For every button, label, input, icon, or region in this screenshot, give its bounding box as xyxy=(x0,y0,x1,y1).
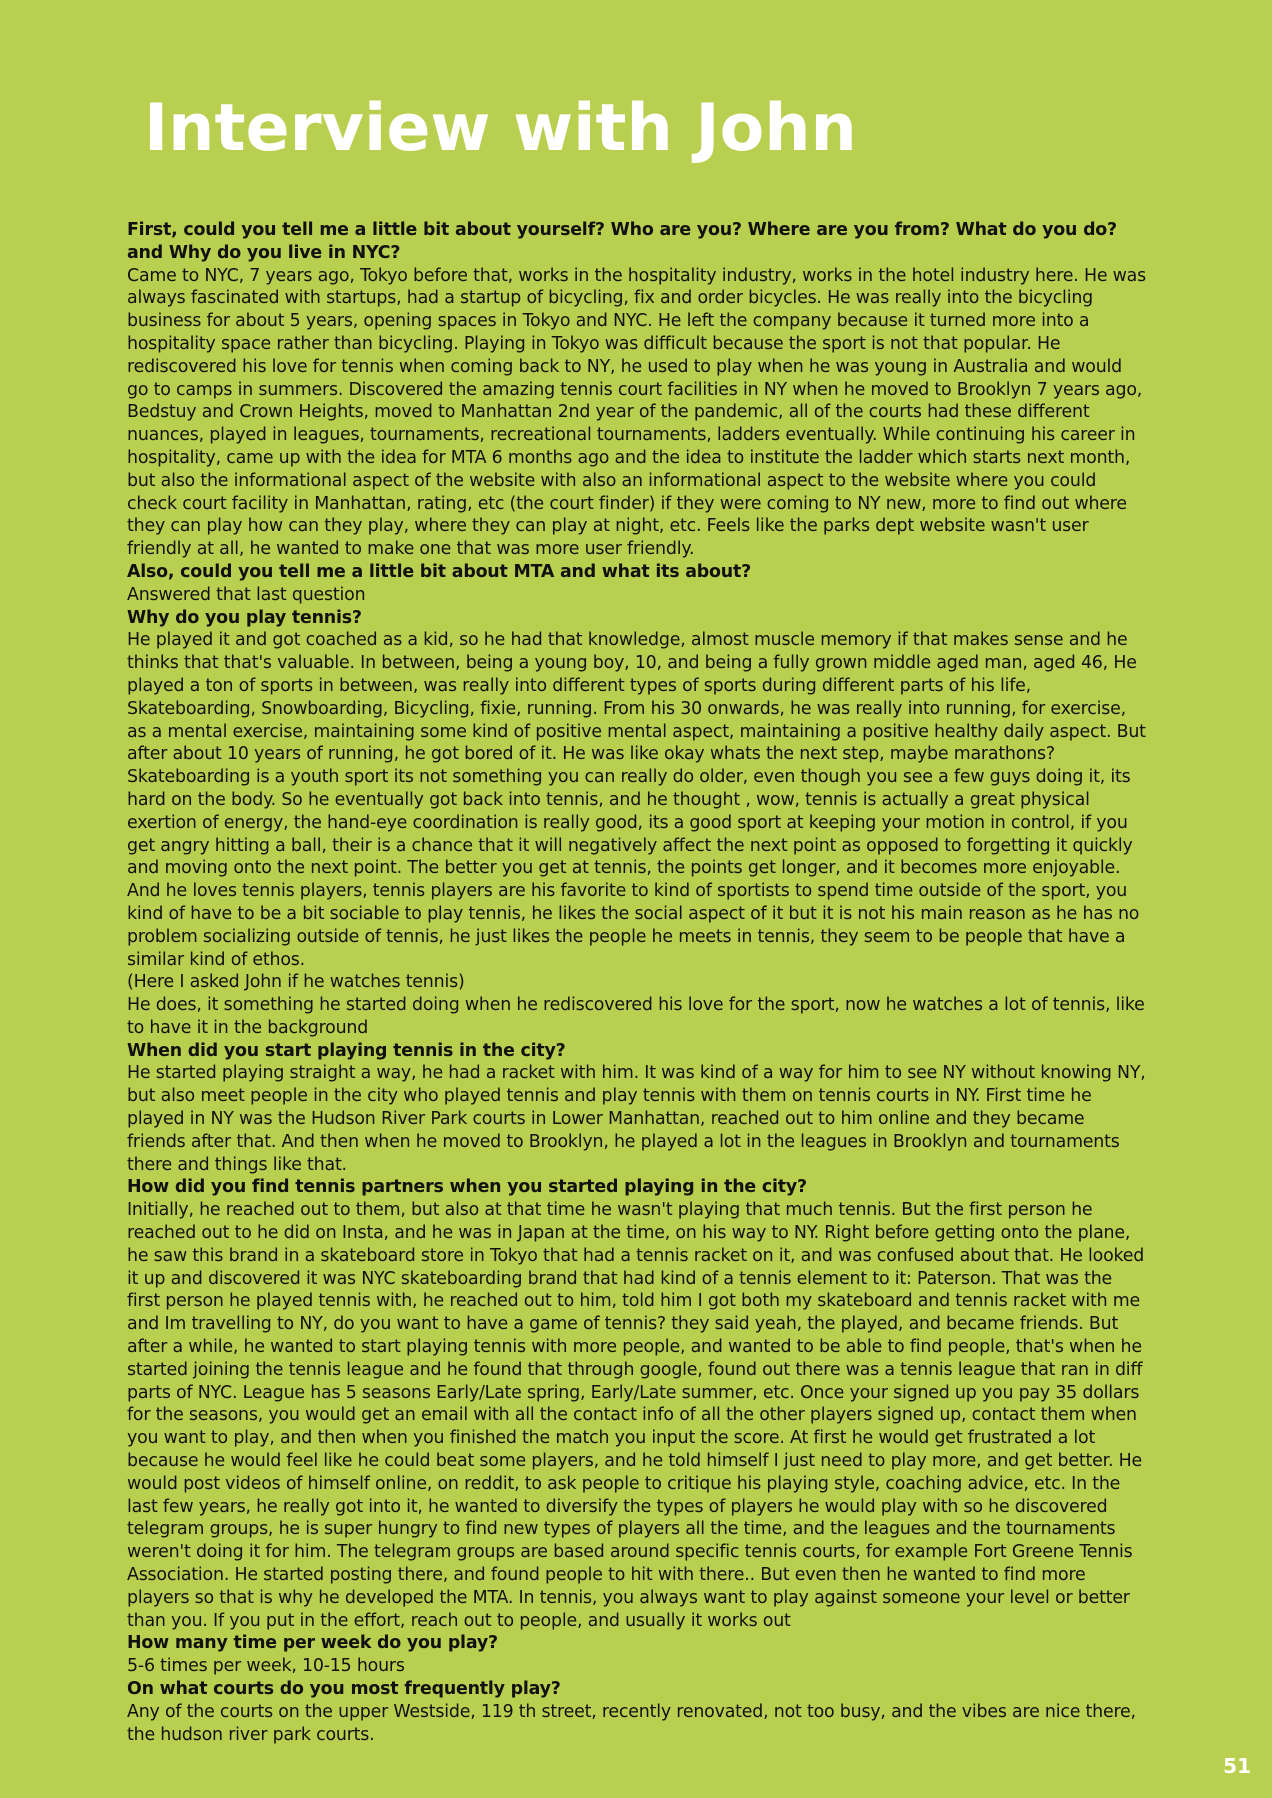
question-about-yourself: First, could you tell me a little bit about yourself? Who are you? Where are you from? What do you do? and Why do you live in NYC? xyxy=(127,220,1117,263)
page-title: Interview with John xyxy=(144,91,857,166)
answer-about-yourself: Came to NYC, 7 years ago, Tokyo before that, works in the hospitality industry, works in the hotel industry here. He was always fascinated with startups, had a startup of bicycling, fix and order bicycles. He was really into the bicycling business for about 5 years, opening spaces in Tokyo and NYC. He left the company because it turned more into a hospitality space rather than bicycling. Playing in Tokyo was difficult because the sport is not that popular. He rediscovered his love for tennis when coming back to NY, he used to play when he was young in Australia and would go to camps in summers. Discovered the amazing tennis court facilities in NY when he moved to Brooklyn 7 years ago, Bedstuy and Crown Heights, moved to Manhattan 2nd year of the pandemic, all of the courts had these different nuances, played in leagues, tournaments, recreational tournaments, ladders eventually. While continuing his career in hospitality, came up with the idea for MTA 6 months ago and the idea to institute the ladder which starts next month, but also the informational aspect of the website with also an informational aspect to the website where you could check court facility in Manhattan, rating, etc (the court finder) if they were coming to NY new, more to find out where they can play how can they play, where they can play at night, etc. Feels like the parks dept website wasn't user friendly at all, he wanted to make one that was more user friendly. xyxy=(127,265,1146,560)
question-times-per-week: How many time per week do you play? xyxy=(127,1633,498,1654)
interview-transcript xyxy=(127,219,1147,1746)
answer-times-per-week: 5-6 times per week, 10-15 hours xyxy=(127,1656,405,1677)
question-frequent-courts: On what courts do you most frequently play? xyxy=(127,1679,561,1699)
answer-start-playing-city: He started playing straight a way, he had a racket with him. It was kind of a way for him to see NY without knowing NY, but also meet people in the city who played tennis and play tennis with them on tennis courts in NY. First time he played in NY was the Hudson River Park courts in Lower Manhattan, reached out to him online and they became friends after that. And then when he moved to Brooklyn, he played a lot in the leagues in Brooklyn and tournaments there and things like that. xyxy=(127,1063,1146,1175)
question-start-playing-city: When did you start playing tennis in the city? xyxy=(127,1040,566,1061)
answer-why-tennis: He played it and got coached as a kid, so he had that knowledge, almost muscle memory if that makes sense and he thinks that that's valuable. In between, being a young boy, 10, and being a fully grown middle aged man, aged 46, He played a ton of sports in between, was really into different types of sports during different parts of his life, Skateboarding, Snowboarding, Bicycling, fixie, running. From his 30 onwards, he was really into running, for exercise, as a mental exercise, maintaining some kind of positive mental aspect, maintaining a positive healthy daily aspect. But after about 10 years of running, he got bored of it. He was like okay whats the next step, maybe marathons? Skateboarding is a youth sport its not something you can really do older, even though you see a few guys doing it, its hard on the body. So he eventually got back into tennis, and he thought , wow, tennis is actually a great physical exertion of energy, the hand-eye coordination is really good, its a good sport at keeping your motion in control, if you get angry hitting a ball, their is a chance that it will negatively affect the next point as opposed to forgetting it quickly and moving onto the next point. The better you get at tennis, the points get longer, and it becomes more enjoyable. And he loves tennis players, tennis players are his favorite to kind of sportists to spend time outside of the sport, you kind of have to be a bit sociable to play tennis, he likes the social aspect of it but it is not his main reason as he has no problem socializing outside of tennis, he just likes the people he meets in tennis, they seem to be people that have a similar kind of ethos. xyxy=(127,630,1146,970)
answer-watches-tennis: He does, it something he started doing when he rediscovered his love for the sport, now he watches a lot of tennis, like to have it in the background xyxy=(127,995,1145,1038)
interviewer-note: (Here I asked John if he watches tennis) xyxy=(127,972,465,993)
page-number: 51 xyxy=(1223,1754,1251,1778)
question-why-tennis: Why do you play tennis? xyxy=(127,607,362,628)
answer-finding-partners: Initially, he reached out to them, but also at that time he wasn't playing that much tennis. But the first person he reached out to he did on Insta, and he was in Japan at the time, on his way to NY. Right before getting onto the plane, he saw this brand in a skateboard store in Tokyo that had a tennis racket on it, and was confused about that. He looked it up and discovered it was NYC skateboarding brand that had kind of a tennis element to it: Paterson. That was the first person he played tennis with, he reached out to him, told him I got both my skateboard and tennis racket with me and Im travelling to NY, do you want to have a game of tennis? they said yeah, the played, and became friends. But after a while, he wanted to start playing tennis with more people, and wanted to be able to find people, that's when he started joining the tennis league and he found that through google, found out there was a tennis league that ran in diff parts of NYC. League has 5 seasons Early/Late spring, Early/Late summer, etc. Once your signed up you pay 35 dollars for the seasons, you would get an email with all the contact info of all the other players signed up, contact them when you want to play, and then when you finished the match you input the score. At first he would get frustrated a lot because he would feel like he could beat some players, and he told himself I just need to play more, and get better. He would post videos of himself online, on reddit, to ask people to critique his playing style, coaching advice, etc. In the last few years, he really got into it, he wanted to diversify the types of players he would play with so he discovered telegram groups, he is super hungry to find new types of players all the time, and the leagues and the tournaments weren't doing it for him. The telegram groups are based around specific tennis courts, for example Fort Greene Tennis Association. He started posting there, and found people to hit with there.. But even then he wanted to find more players so that is why he developed the MTA. In tennis, you always want to play against someone your level or better than you. If you put in the effort, reach out to people, and usually it works out xyxy=(127,1200,1145,1631)
question-about-mta: Also, could you tell me a little bit about MTA and what its about? xyxy=(127,561,751,582)
answer-frequent-courts: Any of the courts on the upper Westside, 119 th street, recently renovated, not too busy, and the vibes are nice there, the hudson river park courts. xyxy=(127,1701,1136,1745)
answer-about-mta: Answered that last question xyxy=(127,584,366,605)
question-finding-partners: How did you find tennis partners when you started playing in the city? xyxy=(127,1177,807,1198)
